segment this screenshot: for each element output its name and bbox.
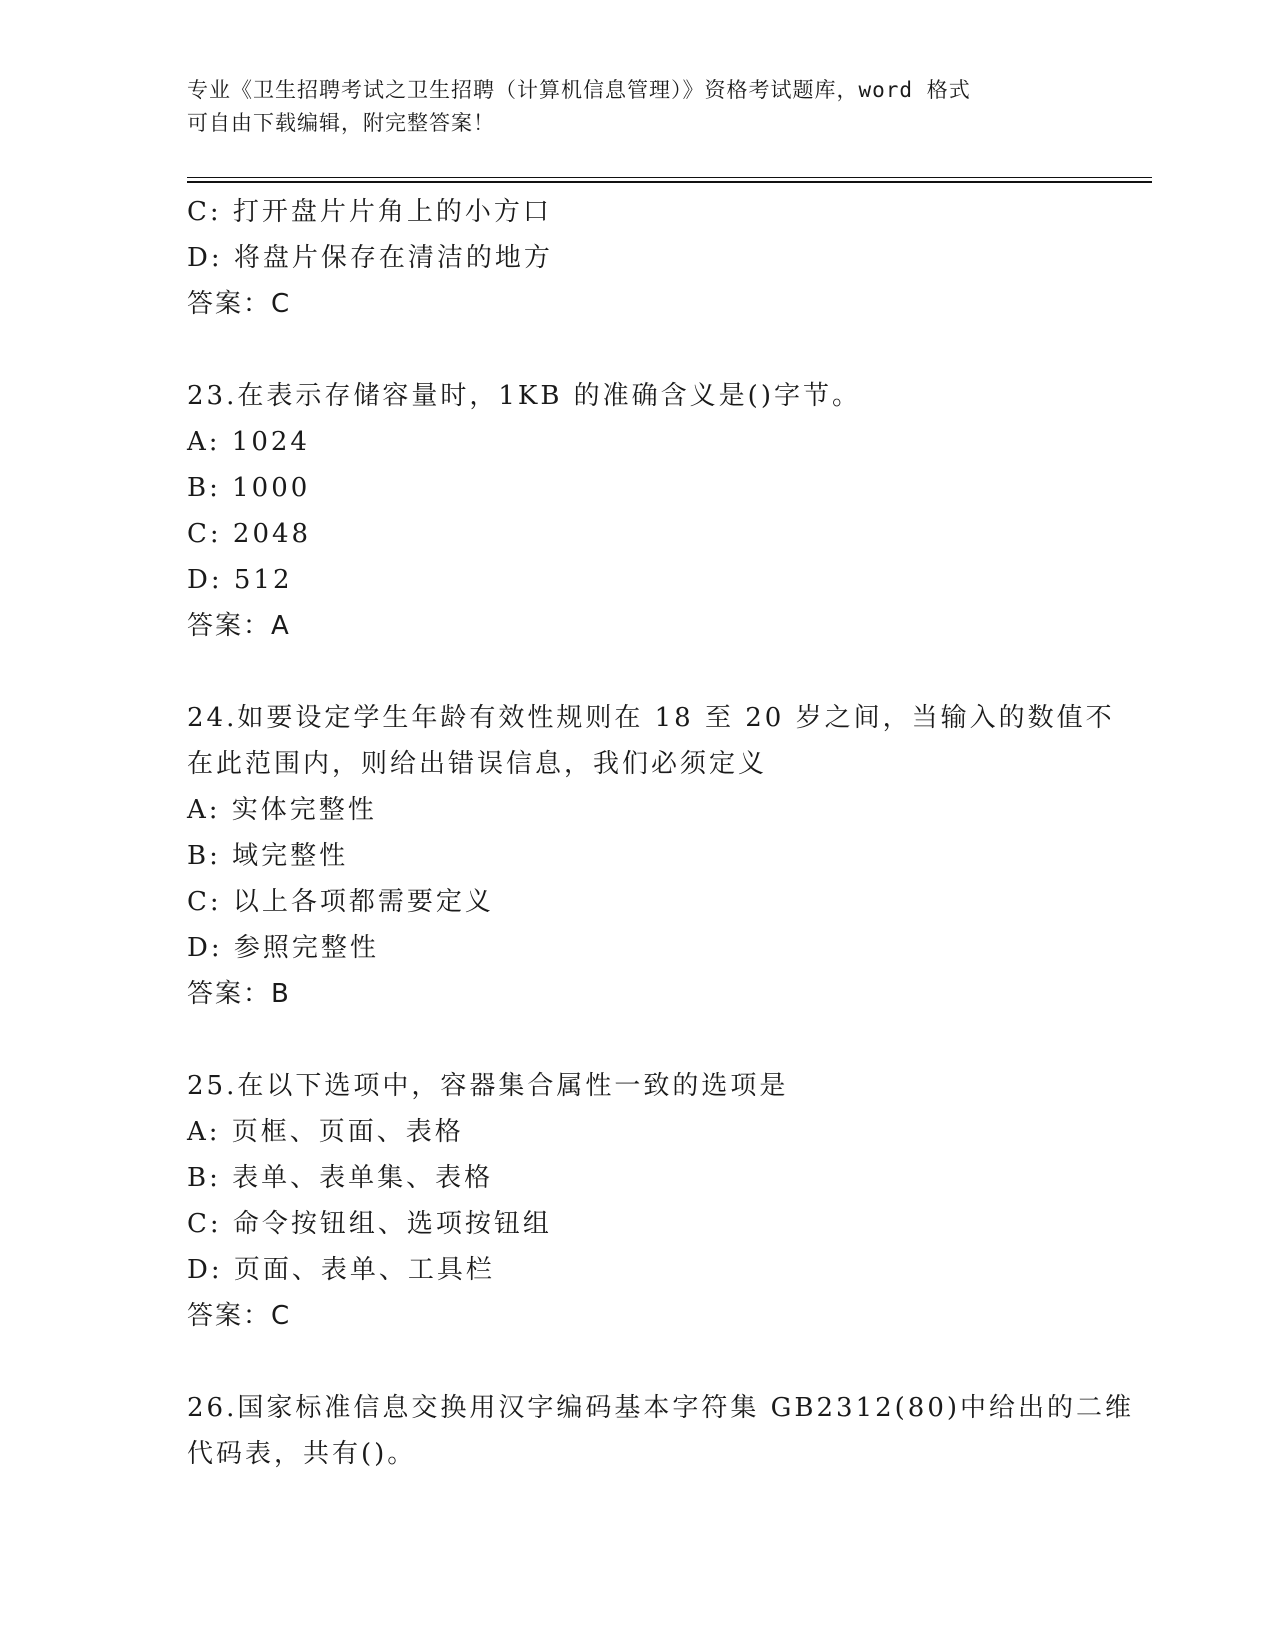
q23-option-b: B: 1000 [187,473,311,503]
question-25-block [187,1063,1107,1339]
q24-option-b: B: 域完整性 [187,841,349,871]
header-line-2: 可自由下载编辑，附完整答案！ [187,111,495,135]
document-header [187,74,1087,140]
spacer [187,327,1107,373]
q25-answer: 答案：C [187,1301,292,1331]
q24-option-c: C: 以上各项都需要定义 [187,887,494,917]
q24-stem-line-2: 在此范围内，则给出错误信息，我们必须定义 [187,749,768,779]
header-divider-thick [187,181,1152,183]
q25-option-b: B: 表单、表单集、表格 [187,1163,494,1193]
q23-answer: 答案：A [187,611,291,641]
q23-stem: 23.在表示存储容量时，1KB 的准确含义是()字节。 [187,381,861,411]
header-line-1: 专业《卫生招聘考试之卫生招聘（计算机信息管理）》资格考试题库，word 格式 [187,78,971,102]
q24-option-d: D: 参照完整性 [187,933,379,963]
header-divider-thin [187,177,1152,178]
q26-stem-line-2: 代码表，共有()。 [187,1439,417,1469]
q26-stem-line-1: 26.国家标准信息交换用汉字编码基本字符集 GB2312(80)中给出的二维 [187,1393,1135,1423]
q25-stem: 25.在以下选项中，容器集合属性一致的选项是 [187,1071,789,1101]
q24-option-a: A: 实体完整性 [187,795,377,825]
q23-option-c: C: 2048 [187,519,312,549]
q22-option-c: C: 打开盘片片角上的小方口 [187,197,552,227]
question-24-block [187,695,1115,1017]
question-content [187,189,1135,1477]
spacer [187,1017,1107,1063]
q25-option-a: A: 页框、页面、表格 [187,1117,464,1147]
q24-stem-line-1: 24.如要设定学生年龄有效性规则在 18 至 20 岁之间，当输入的数值不 [187,703,1115,733]
spacer [187,649,1107,695]
q23-option-a: A: 1024 [187,427,310,457]
q25-option-d: D: 页面、表单、工具栏 [187,1255,495,1285]
q22-option-d: D: 将盘片保存在清洁的地方 [187,243,553,273]
q24-answer: 答案：B [187,979,291,1009]
spacer [187,1339,1107,1385]
question-22-block [187,189,1107,327]
q25-option-c: C: 命令按钮组、选项按钮组 [187,1209,552,1239]
question-26-block [187,1385,1135,1477]
q22-answer: 答案：C [187,289,292,319]
question-23-block [187,373,1107,649]
q23-option-d: D: 512 [187,565,293,595]
